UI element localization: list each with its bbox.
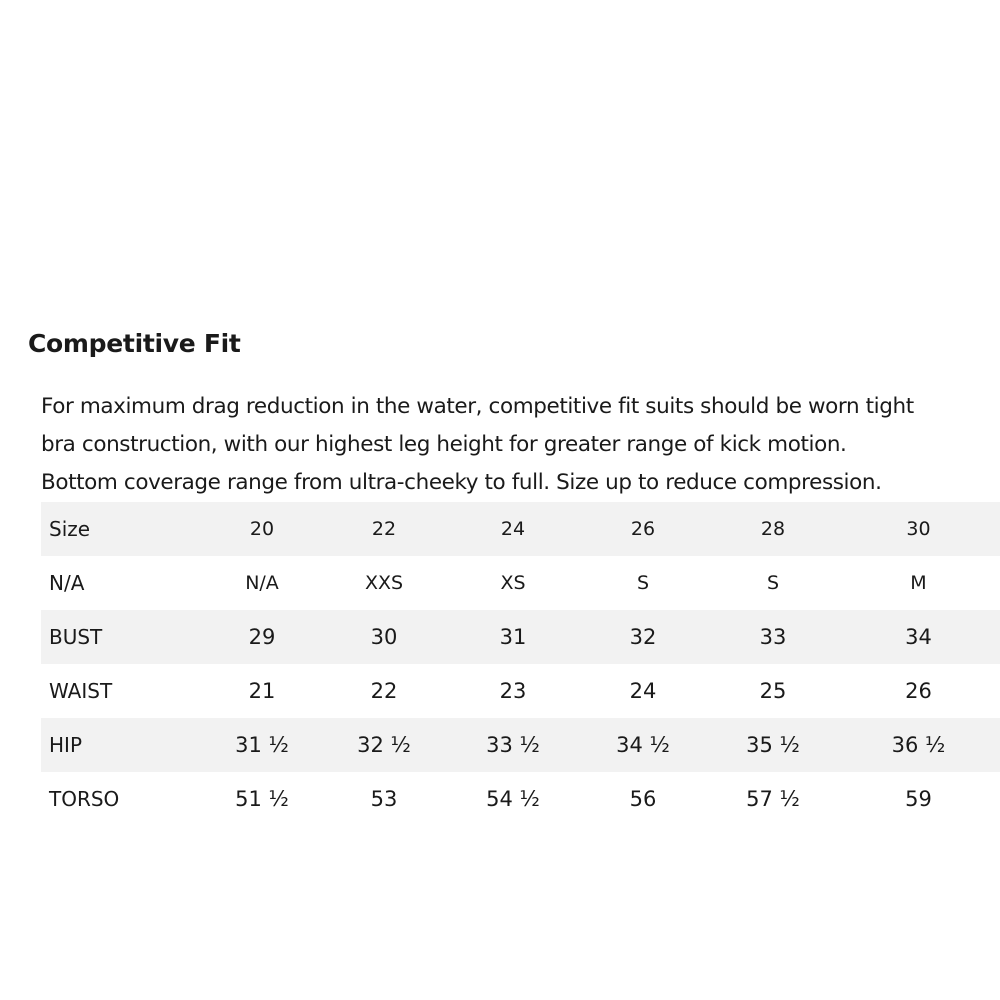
table-cell: 33 ½ <box>449 718 577 772</box>
table-cell: 32 ½ <box>319 718 449 772</box>
row-label: TORSO <box>49 787 120 811</box>
row-label: Size <box>41 502 205 556</box>
table-cell: 24 <box>629 679 657 703</box>
table-cell: 24 <box>449 502 577 556</box>
description-line: For maximum drag reduction in the water, competitive fit suits should be worn tight <box>41 394 914 419</box>
row-label: WAIST <box>49 679 113 703</box>
table-cell: 59 <box>905 787 932 811</box>
table-cell: 32 <box>577 610 709 664</box>
table-cell: 33 <box>709 610 837 664</box>
table-cell: 57 ½ <box>746 787 800 811</box>
table-row-torso <box>41 772 1000 826</box>
row-label: N/A <box>49 571 85 595</box>
table-cell: 30 <box>837 502 1000 556</box>
row-label: HIP <box>41 718 205 772</box>
table-cell: M <box>910 572 927 594</box>
fit-description <box>41 388 1000 502</box>
row-label: BUST <box>41 610 205 664</box>
size-chart-table <box>41 502 1000 826</box>
table-cell: 34 <box>837 610 1000 664</box>
table-cell: 22 <box>319 502 449 556</box>
table-cell: N/A <box>245 572 279 594</box>
table-cell: 30 <box>319 610 449 664</box>
table-cell: 25 <box>759 679 787 703</box>
table-cell: 56 <box>629 787 657 811</box>
table-cell: XS <box>500 572 526 594</box>
table-cell: 36 ½ <box>837 718 1000 772</box>
table-cell: 35 ½ <box>709 718 837 772</box>
table-cell: 34 ½ <box>577 718 709 772</box>
table-cell: 29 <box>205 610 319 664</box>
description-line: Bottom coverage range from ultra-cheeky to full. Size up to reduce compression. <box>41 470 882 495</box>
table-cell: 26 <box>577 502 709 556</box>
table-cell: 31 ½ <box>205 718 319 772</box>
table-cell: 51 ½ <box>235 787 289 811</box>
table-row-waist <box>41 664 1000 718</box>
table-cell: 28 <box>709 502 837 556</box>
table-cell: XXS <box>364 572 404 594</box>
table-row-letter-size <box>41 556 1000 610</box>
table-cell: 54 ½ <box>486 787 540 811</box>
table-cell: 23 <box>499 679 527 703</box>
table-cell: S <box>636 572 650 594</box>
table-row-size <box>41 502 1000 556</box>
description-line: bra construction, with our highest leg height for greater range of kick motion. <box>41 432 847 457</box>
table-cell: 53 <box>370 787 398 811</box>
table-cell: S <box>766 572 780 594</box>
table-cell: 20 <box>205 502 319 556</box>
page-title: Competitive Fit <box>28 329 241 358</box>
table-cell: 21 <box>248 679 276 703</box>
table-row-hip <box>41 718 1000 772</box>
table-cell: 31 <box>449 610 577 664</box>
table-row-bust <box>41 610 1000 664</box>
table-cell: 22 <box>370 679 398 703</box>
table-cell: 26 <box>905 679 932 703</box>
